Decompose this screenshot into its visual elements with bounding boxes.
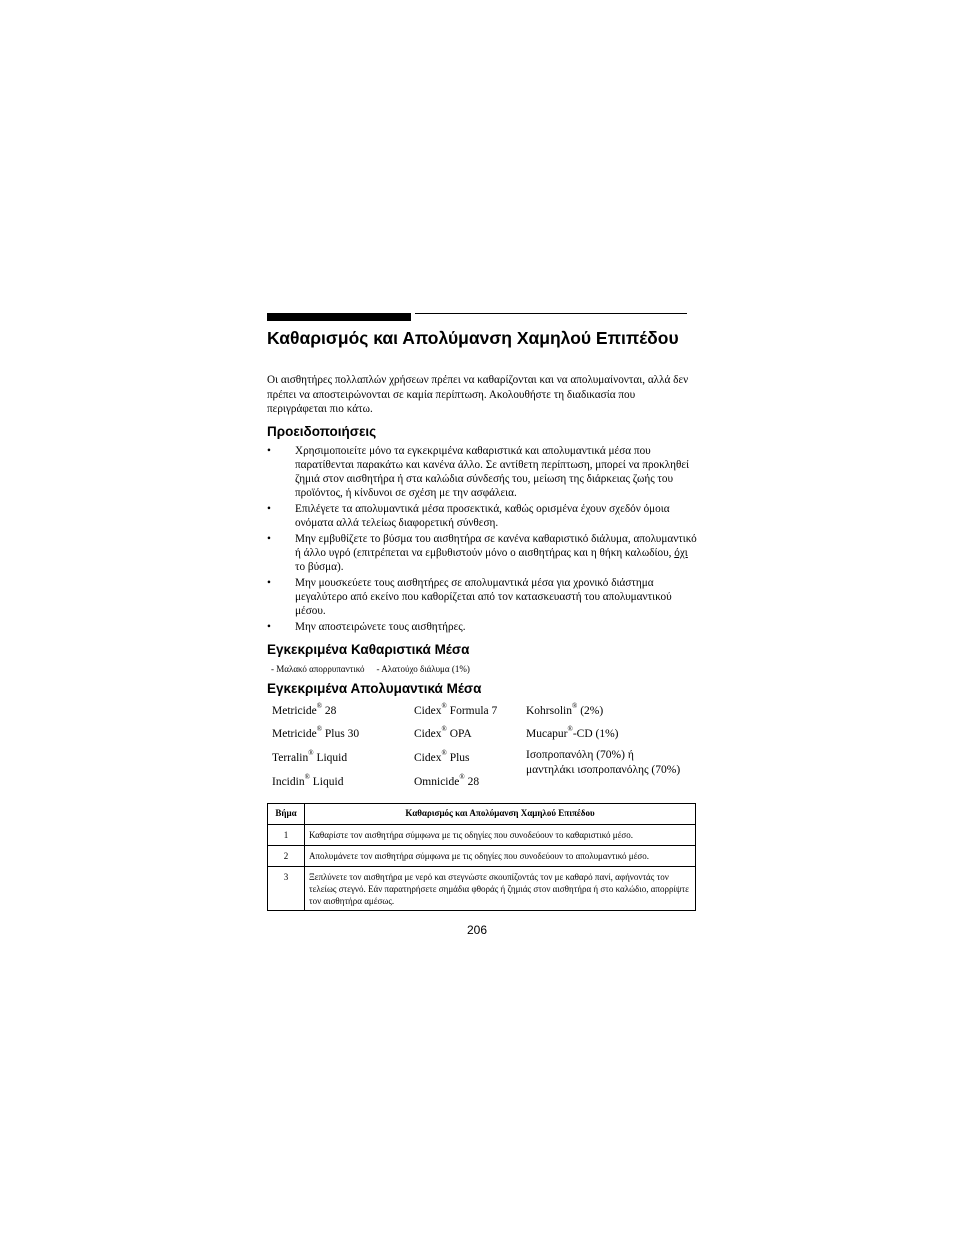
product-suffix: -CD (1%) [572,728,619,740]
underlined-word: όχι [674,547,688,559]
product-name: Metricide [272,728,317,740]
step-text: Ξεπλύνετε τον αισθητήρα με νερό και στεγνώστε σκουπίζοντάς τον με καθαρό πανί, αφήνοντάς τον τελείως στεγνό. Εάν παρατηρήσετε σημάδια φθοράς ή ζημιάς στον αισθητήρα ή στο καλώδιο, απορρίψτε τον αισθητήρα αμέσως. [305,867,696,911]
product-suffix: Liquid [313,752,348,764]
disinfectant-item [272,727,359,742]
cleaners-list [271,663,470,675]
product-suffix: Plus 30 [322,728,360,740]
bullet: • [267,445,271,457]
section-rule-thick [267,313,411,321]
page-title: Καθαρισμός και Απολύμανση Χαμηλού Επιπέδου [267,328,679,348]
product-name: Kohrsolin [526,705,572,717]
step-number: 2 [268,846,305,867]
warning-text: Χρησιμοποιείτε μόνο τα εγκεκριμένα καθαριστικά και απολυμαντικά μέσα που παρατίθενται παρακάτω και κανένα άλλο. Σε αντίθετη περίπτωση, μπορεί να προκληθεί ζημιά στον αισθητήρα ή στα καλώδια σύνδεσής του, μείωση της διάρκειας ζωής του προϊόντος, ή κίνδυνοι σε σχέση με την ασφάλεια. [295,445,690,499]
list-item: - Αλατούχο διάλυμα (1%) [376,664,470,674]
cleaners-heading: Εγκεκριμένα Καθαριστικά Μέσα [267,642,470,657]
product-suffix: Formula 7 [446,705,498,717]
registered-mark: ® [441,725,447,734]
product-suffix: 28 [464,776,480,788]
product-name: Terralin [272,752,309,764]
table-header-row [268,804,696,825]
bullet: • [267,621,271,633]
product-suffix: 28 [322,705,337,717]
product-name: Metricide [272,705,317,717]
list-item [267,620,697,634]
warning-text-part: το βύσμα). [295,561,344,573]
list-item [267,502,697,530]
registered-mark: ® [567,725,573,734]
bullet: • [267,533,271,545]
warning-text: Μην αποστειρώνετε τους αισθητήρες. [295,621,466,633]
list-item [267,444,697,500]
registered-mark: ® [441,749,447,758]
step-text: Απολυμάνετε τον αισθητήρα σύμφωνα με τις οδηγίες που συνοδεύουν το απολυμαντικό μέσο. [305,846,696,867]
table-row [268,867,696,911]
product-suffix: (2%) [577,705,604,717]
disinfectant-item [526,727,619,742]
registered-mark: ® [316,725,323,734]
column-header-procedure: Καθαρισμός και Απολύμανση Χαμηλού Επιπέδου [305,804,696,825]
registered-mark: ® [316,702,323,711]
product-name: Incidin [272,776,305,788]
intro-paragraph: Οι αισθητήρες πολλαπλών χρήσεων πρέπει να καθαρίζονται και να απολυμαίνονται, αλλά δεν πρέπει να αποστειρώνονται σε καμία περίπτωση. Ακολουθήστε τη διαδικασία που περιγράφεται πιο κάτω. [267,374,689,415]
disinfectant-item [526,748,680,778]
registered-mark: ® [459,773,465,782]
registered-mark: ® [441,702,447,711]
disinfectants-heading: Εγκεκριμένα Απολυμαντικά Μέσα [267,681,482,696]
disinfectant-item [526,704,603,719]
list-item [267,576,697,618]
disinfectant-item [414,727,472,742]
warning-text: Μην μουσκεύετε τους αισθητήρες σε απολυμαντικά μέσα για χρονικό διάστημα μεγαλύτερο από εκείνο που καθορίζεται από τον κατασκευαστή του απολυμαντικού μέσου. [295,577,672,617]
warnings-list [267,444,697,636]
bullet: • [267,503,271,515]
step-number: 1 [268,825,305,846]
disinfectant-item [414,704,497,719]
steps-table [267,803,696,911]
product-suffix: OPA [446,728,472,740]
product-name: Omnicide [414,776,460,788]
bullet: • [267,577,271,589]
product-name: Cidex [414,728,442,740]
table-row [268,846,696,867]
product-name: Cidex [414,705,442,717]
disinfectant-item [414,775,479,790]
disinfectant-item [272,775,343,790]
disinfectant-item [272,751,347,766]
product-suffix: Liquid [309,776,344,788]
registered-mark: ® [572,702,578,711]
disinfectant-item [414,751,470,766]
warning-text [295,533,697,573]
product-name: Cidex [414,752,442,764]
product-line: μαντηλάκι ισοπροπανόλης (70%) [526,764,681,776]
table-row [268,825,696,846]
page-number: 206 [466,923,488,937]
warning-text-part: Μην εμβυθίζετε το βύσμα του αισθητήρα σε κανένα καθαριστικό διάλυμα, απολυμαντικό ή άλλο υγρό (επιτρέπεται να εμβυθιστούν μόνο ο αισθητήρας και η θήκη καλωδίου, [295,533,697,559]
warnings-heading: Προειδοποιήσεις [267,424,377,439]
registered-mark: ® [304,773,310,782]
product-name: Mucapur [526,728,568,740]
disinfectant-item [272,704,336,719]
product-line: Ισοπροπανόλη (70%) ή [526,749,634,761]
registered-mark: ® [308,749,314,758]
step-number: 3 [268,867,305,911]
warning-text: Επιλέγετε τα απολυμαντικά μέσα προσεκτικά, καθώς ορισμένα έχουν σχεδόν όμοια ονόματα αλλά τελείως διαφορετική σύνθεση. [295,503,670,529]
product-suffix: Plus [446,752,470,764]
step-text: Καθαρίστε τον αισθητήρα σύμφωνα με τις οδηγίες που συνοδεύουν το καθαριστικό μέσο. [305,825,696,846]
column-header-step: Βήμα [268,804,305,825]
list-item [267,532,697,574]
section-rule-thin [415,313,687,314]
list-item: - Μαλακό απορρυπαντικό [271,664,365,674]
